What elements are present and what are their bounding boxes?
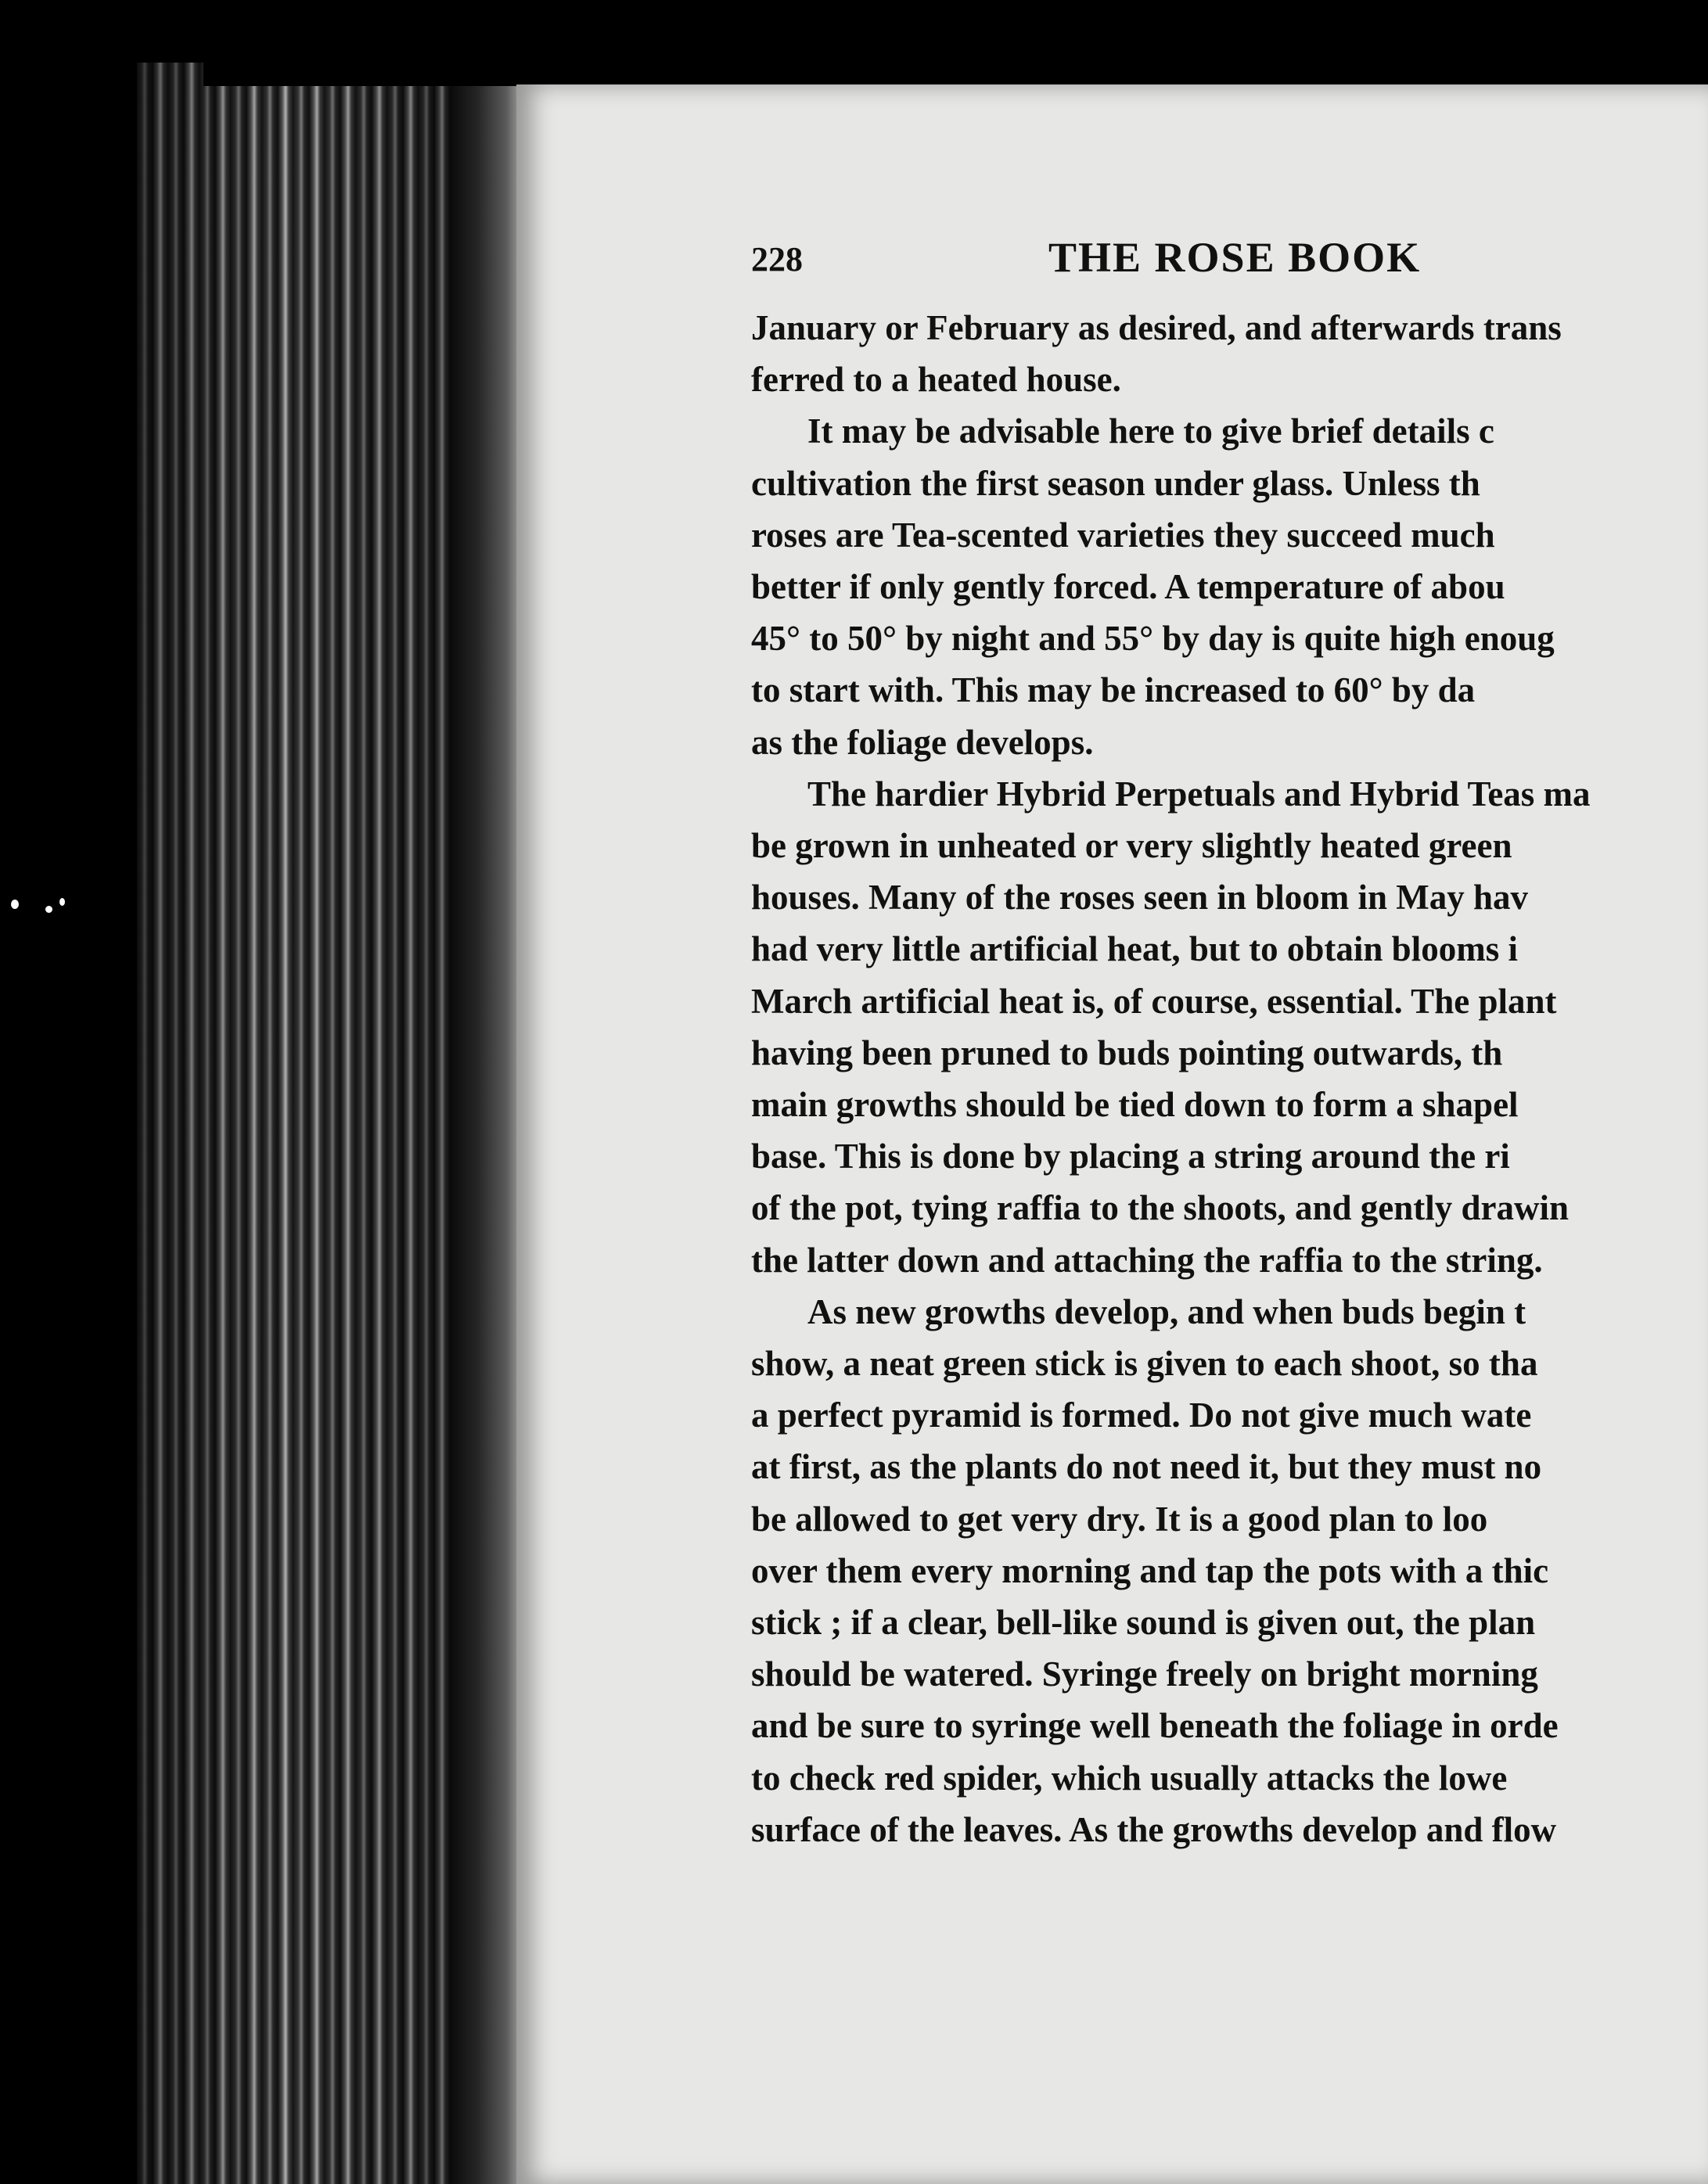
top-shadow bbox=[203, 0, 1708, 86]
text-line: to check red spider, which usually attacks the lowe bbox=[751, 1758, 1508, 1798]
text-line: cultivation the first season under glass. Unless th bbox=[751, 463, 1480, 503]
text-line: had very little artificial heat, but to obtain blooms i bbox=[751, 929, 1518, 969]
paragraph bbox=[751, 405, 1708, 767]
text-line: as the foliage develops. bbox=[751, 722, 1094, 762]
running-head bbox=[751, 233, 1708, 288]
text-line: The hardier Hybrid Perpetuals and Hybrid Teas ma bbox=[807, 774, 1591, 814]
scan-speck bbox=[45, 906, 52, 913]
text-line: having been pruned to buds pointing outwards, th bbox=[751, 1033, 1503, 1072]
book-title: THE ROSE BOOK bbox=[1048, 234, 1422, 281]
body-text bbox=[751, 302, 1708, 1855]
text-line: over them every morning and tap the pots with a thic bbox=[751, 1550, 1549, 1590]
text-line: surface of the leaves. As the growths develop and flow bbox=[751, 1809, 1557, 1849]
text-line: It may be advisable here to give brief details c bbox=[807, 411, 1494, 451]
page-number: 228 bbox=[751, 240, 803, 278]
text-line: a perfect pyramid is formed. Do not give much wate bbox=[751, 1396, 1532, 1435]
text-line: be allowed to get very dry. It is a good plan to loo bbox=[751, 1499, 1488, 1539]
text-line: better if only gently forced. A temperature of abou bbox=[751, 567, 1505, 607]
text-line: the latter down and attaching the raffia to the string. bbox=[751, 1240, 1543, 1280]
text-line: of the pot, tying raffia to the shoots, and gently drawin bbox=[751, 1188, 1570, 1228]
text-line: and be sure to syringe well beneath the foliage in orde bbox=[751, 1706, 1559, 1746]
scan-speck bbox=[11, 900, 19, 909]
page-text-block bbox=[751, 233, 1708, 1855]
text-line: base. This is done by placing a string around the ri bbox=[751, 1137, 1510, 1176]
paragraph bbox=[751, 1286, 1708, 1855]
paragraph bbox=[751, 768, 1708, 1286]
book-gutter-shadow bbox=[450, 78, 520, 2184]
text-line: 45° to 50° by night and 55° by day is quite high enoug bbox=[751, 619, 1555, 659]
text-line: should be watered. Syringe freely on bright morning bbox=[751, 1654, 1538, 1694]
text-line: As new growths develop, and when buds begin t bbox=[807, 1291, 1526, 1331]
book-page bbox=[516, 84, 1708, 2184]
text-line: stick ; if a clear, bell-like sound is given out, the plan bbox=[751, 1603, 1536, 1643]
text-line: ferred to a heated house. bbox=[751, 360, 1121, 400]
text-line: main growths should be tied down to form a shapel bbox=[751, 1085, 1519, 1125]
scan-speck bbox=[59, 898, 65, 906]
paragraph bbox=[751, 302, 1708, 405]
text-line: to start with. This may be increased to 60° by da bbox=[751, 670, 1476, 710]
text-line: roses are Tea-scented varieties they succeed much bbox=[751, 515, 1495, 555]
text-line: March artificial heat is, of course, essential. The plant bbox=[751, 981, 1557, 1021]
text-line: be grown in unheated or very slightly heated green bbox=[751, 826, 1512, 866]
text-line: houses. Many of the roses seen in bloom in May hav bbox=[751, 878, 1528, 918]
text-line: at first, as the plants do not need it, but they must no bbox=[751, 1447, 1542, 1487]
text-line: show, a neat green stick is given to each shoot, so tha bbox=[751, 1344, 1538, 1384]
text-line: January or February as desired, and afterwards trans bbox=[751, 308, 1562, 347]
